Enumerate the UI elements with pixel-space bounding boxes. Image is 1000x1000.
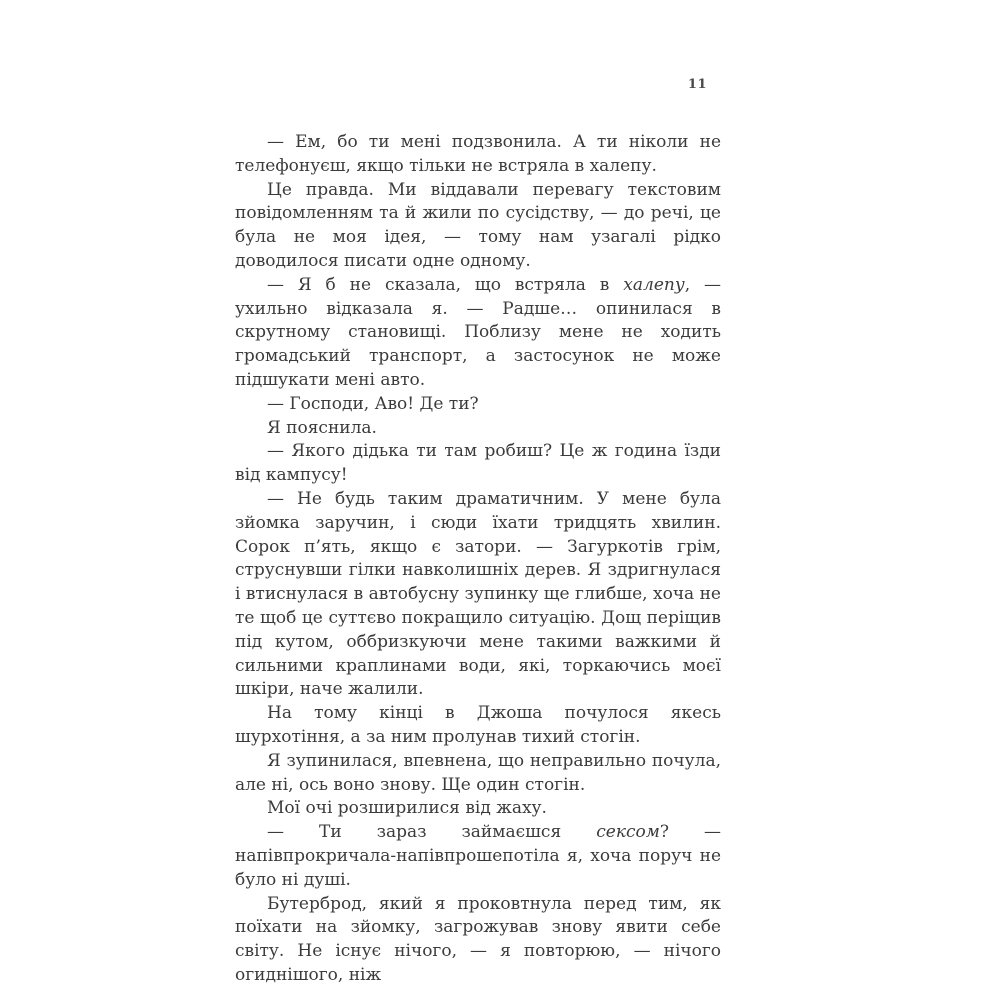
paragraph: — Ти зараз займаєшся сексом? — напівпрокричала-напівпрошепотіла я, хоча поруч не було ні душі. bbox=[235, 822, 721, 890]
paragraph: Я зупинилася, впевнена, що неправильно почула, але ні, ось воно знову. Ще один стогін. bbox=[235, 750, 721, 795]
paragraph: — Господи, Аво! Де ти? bbox=[267, 393, 479, 414]
paragraph: — Якого дідька ти там робиш? Це ж година їзди від кампусу! bbox=[235, 441, 721, 486]
paragraph: Мої очі розширилися від жаху. bbox=[267, 798, 547, 819]
paragraph: — Не будь таким драматичним. У мене була зйомка заручин, і сюди їхати тридцять хвилин. Сорок п’ять, якщо є затори. — Загуркотів грім, струснувши гілки навколишніх дерев. Я здригнулася і втиснулася в автобусну зупинку ще глибше, хоча не те щоб це суттєво покращило ситуацію. Дощ періщив під кутом, оббризкуючи мене такими важкими й сильними краплинами води, які, торкаючись моєї шкіри, наче жалили. bbox=[235, 488, 721, 700]
paragraph: Це правда. Ми віддавали перевагу текстовим повідомленням та й жили по сусідству, — до речі, це була не моя ідея, — тому нам узагалі рідко доводилося писати одне одному. bbox=[235, 179, 721, 271]
paragraph: Бутерброд, який я проковтнула перед тим, як поїхати на зйомку, загрожував знову явити себе світу. Не існує нічого, — я повторюю, — нічого огиднішого, ніж bbox=[235, 893, 721, 985]
italic-text: халепу bbox=[623, 274, 685, 295]
paragraph: — Я б не сказала, що встряла в халепу, — ухильно відказала я. — Радше… опинилася в скрутному становищі. Поблизу мене не ходить громадський транспорт, а застосунок не може підшукати мені авто. bbox=[235, 274, 721, 390]
paragraph: — Ем, бо ти мені подзвонила. А ти ніколи не телефонуєш, якщо тільки не встряла в халепу. bbox=[235, 132, 721, 176]
italic-text: сексом bbox=[596, 822, 660, 843]
page-number: 11 bbox=[687, 77, 707, 92]
text-block bbox=[235, 131, 721, 988]
paragraph: На тому кінці в Джоша почулося якесь шурхотіння, а за ним пролунав тихий стогін. bbox=[235, 703, 721, 747]
paragraph: Я пояснила. bbox=[267, 417, 377, 438]
